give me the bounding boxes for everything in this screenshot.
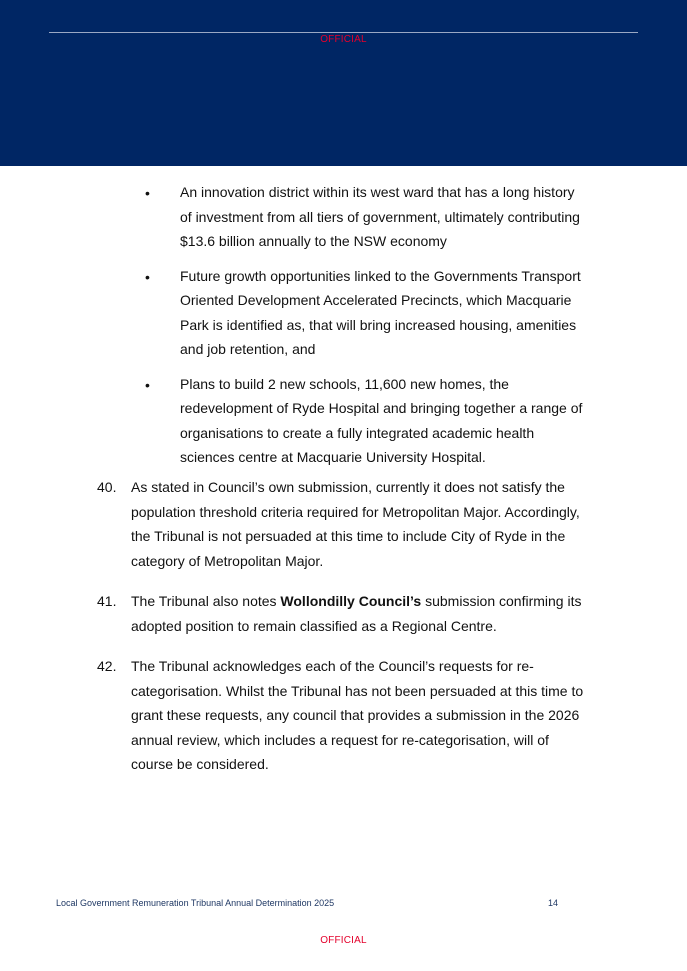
paragraph-40 [0,475,687,573]
footer-page-number: 14 [548,898,559,908]
bullet-text: Future growth opportunities linked to the Governments Transport Oriented Development Accelerated Precincts, which Macquarie Park is identified as, that will bring increased housing, amenities and job retention, and [180,267,581,357]
bullet-text: An innovation district within its west ward that has a long history of investment from all tiers of government, ultimately contributing $13.6 billion annually to the NSW economy [180,184,580,249]
bullet-marker: • [145,185,150,201]
paragraph-number: 42. [97,658,117,674]
council-name-bold: Wollondilly Council’s [280,593,422,609]
bullet-item [0,372,687,470]
classification-label-bottom: OFFICIAL [320,935,367,946]
paragraph-42 [0,654,687,777]
header-rule [49,32,638,33]
bullet-list [0,180,687,480]
header-band [0,0,687,166]
numbered-paragraphs [0,475,687,793]
bullet-text: Plans to build 2 new schools, 11,600 new homes, the redevelopment of Ryde Hospital and bringing together a range of organisations to create a fully integrated academic health sciences centre at Macquarie University Hospital. [180,375,583,465]
paragraph-number: 41. [97,593,117,609]
paragraph-text-before: The Tribunal also notes [131,593,281,609]
bullet-item [0,264,687,362]
footer-document-title: Local Government Remuneration Tribunal Annual Determination 2025 [56,898,335,908]
bullet-item [0,180,687,254]
paragraph-text-after: submission confirming its adopted position to remain classified as a Regional Centre. [131,593,582,634]
classification-label-top: OFFICIAL [320,34,367,45]
paragraph-text: The Tribunal acknowledges each of the Council’s requests for re-categorisation. Whilst the Tribunal has not been persuaded at this time to grant these requests, any council that provides a submission in the 2026 annual review, which includes a request for re-categorisation, will of course be considered. [131,658,584,772]
bullet-marker: • [145,376,150,393]
paragraph-text: As stated in Council’s own submission, currently it does not satisfy the population threshold criteria required for Metropolitan Major. Accordingly, the Tribunal is not persuaded at this time to include City of Ryde in the category of Metropolitan Major. [131,479,580,569]
paragraph-number: 40. [97,479,117,495]
bullet-marker: • [145,268,150,285]
paragraph-text [131,589,591,638]
paragraph-41 [0,589,687,638]
